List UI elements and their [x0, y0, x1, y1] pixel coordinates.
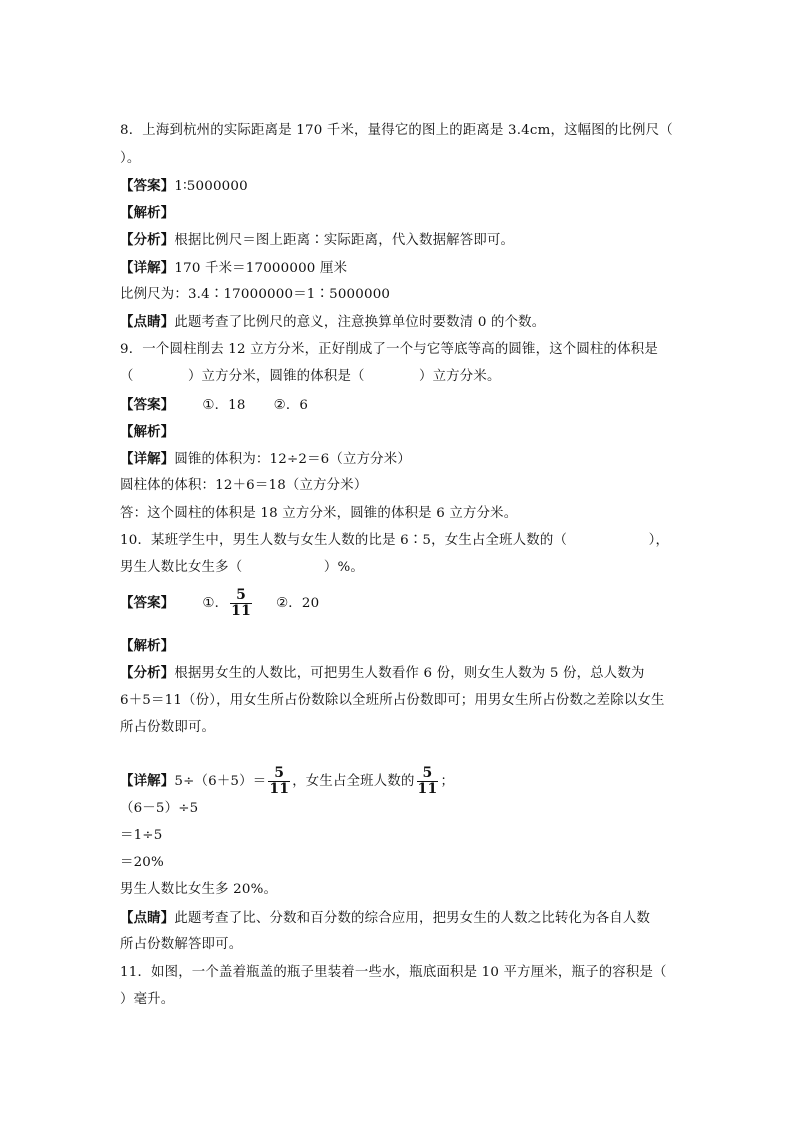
q10-fenxi: [120, 664, 645, 683]
q8-detail-line2: 比例尺为：3.4∶17000000＝1∶5000000: [120, 287, 391, 302]
q10-detail-b: ，女生占全班人数的: [292, 774, 415, 789]
fraction-5-11: [268, 766, 290, 797]
q10-detail-a: 5÷（6＋5）＝: [174, 774, 267, 789]
q9-analysis-label: 【解析】: [120, 424, 175, 440]
q10-question-line2: 男生人数比女生多（ ）%。: [120, 560, 364, 575]
fraction-numerator: 5: [236, 587, 247, 603]
answer-label: 【答案】: [120, 595, 175, 611]
q10-question-line1: 10．某班学生中，男生人数与女生人数的比是 6∶5，女生占全班人数的（ ），: [120, 533, 670, 548]
q10-step3: ＝20%: [120, 855, 164, 870]
detail-label: 【详解】: [120, 773, 175, 789]
q8-question-line1: 8．上海到杭州的实际距离是 170 千米，量得它的图上的距离是 3.4cm，这幅图的比例尺（: [120, 123, 673, 138]
q8-question-line2: ）。: [120, 151, 141, 166]
q9-detail-text: 圆锥的体积为：12÷2＝6（立方分米）: [174, 452, 411, 467]
q9-answer: [120, 396, 308, 415]
q10-fenxi-line2: 6＋5＝11（份），用女生所占份数除以全班所占份数即可；用男女生所占份数之差除以女生: [120, 693, 665, 708]
q10-fenxi-line1: 根据男女生的人数比，可把男生人数看作 6 份，则女生人数为 5 份，总人数为: [174, 666, 645, 681]
fraction-numerator: 5: [274, 765, 285, 781]
q8-fenxi-text: 根据比例尺＝图上距离∶实际距离，代入数据解答即可。: [174, 233, 515, 248]
q9-detail: [120, 450, 411, 469]
q8-comment: [120, 313, 545, 332]
comment-label: 【点睛】: [120, 314, 175, 330]
q11-question-line2: ）毫升。: [120, 992, 175, 1007]
q8-comment-text: 此题考查了比例尺的意义，注意换算单位时要数清 0 的个数。: [174, 315, 546, 330]
q10-conclusion: 男生人数比女生多 20%。: [120, 882, 278, 897]
q10-answer-2: ②．20: [276, 596, 320, 611]
q9-detail-line3: 答：这个圆柱的体积是 18 立方分米，圆锥的体积是 6 立方分米。: [120, 506, 518, 521]
q8-detail: [120, 259, 347, 278]
fenxi-label: 【分析】: [120, 665, 175, 681]
q11-question-line1: 11．如图，一个盖着瓶盖的瓶子里装着一些水，瓶底面积是 10 平方厘米，瓶子的容积是（: [120, 965, 667, 980]
fraction-5-11: [230, 588, 252, 619]
q10-comment-line2: 所占份数解答即可。: [120, 937, 243, 952]
q10-step1: （6－5）÷5: [120, 801, 199, 816]
q10-step2: ＝1÷5: [120, 828, 163, 843]
answer-label: 【答案】: [120, 397, 175, 413]
q9-answer-1: ①．18: [202, 398, 246, 413]
q10-detail-c: ；: [440, 774, 455, 789]
q8-detail-text: 170 千米＝17000000 厘米: [174, 261, 348, 276]
q10-fenxi-line3: 所占份数即可。: [120, 720, 216, 735]
q10-comment: [120, 909, 650, 928]
q10-answer-1-prefix: ①．: [202, 596, 229, 611]
fraction-numerator: 5: [422, 765, 433, 781]
fraction-5-11: [417, 766, 439, 797]
detail-label: 【详解】: [120, 260, 175, 276]
fraction-denominator: 11: [231, 603, 252, 619]
fraction-denominator: 11: [417, 781, 438, 797]
q10-answer: [120, 588, 319, 619]
q8-answer: [120, 177, 248, 196]
q10-analysis-label: 【解析】: [120, 638, 175, 654]
fraction-denominator: 11: [269, 781, 290, 797]
comment-label: 【点睛】: [120, 910, 175, 926]
q9-answer-2: ②．6: [273, 398, 309, 413]
q9-question-line2: （ ）立方分米，圆锥的体积是（ ）立方分米。: [120, 369, 501, 384]
q10-detail: [120, 766, 454, 797]
detail-label: 【详解】: [120, 451, 175, 467]
q8-fenxi: [120, 231, 514, 250]
answer-label: 【答案】: [120, 178, 175, 194]
q9-question-line1: 9．一个圆柱削去 12 立方分米，正好削成了一个与它等底等高的圆锥，这个圆柱的体积是: [120, 342, 658, 357]
q9-detail-line2: 圆柱体的体积：12＋6＝18（立方分米）: [120, 478, 368, 493]
q10-comment-line1: 此题考查了比、分数和百分数的综合应用，把男女生的人数之比转化为各自人数: [174, 911, 651, 926]
q8-answer-value: 1∶5000000: [174, 179, 248, 194]
q8-analysis-label: 【解析】: [120, 205, 175, 221]
fenxi-label: 【分析】: [120, 232, 175, 248]
